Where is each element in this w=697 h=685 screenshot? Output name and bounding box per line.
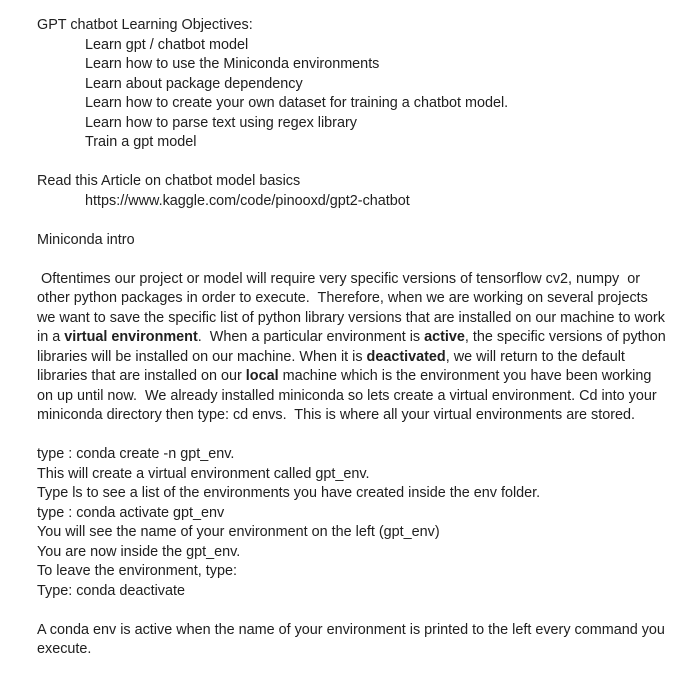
- spacer: [37, 426, 667, 446]
- spacer: [37, 601, 667, 621]
- instruction-line: You will see the name of your environment on the left (gpt_env): [37, 524, 440, 540]
- paragraph-text: , we will return to the default libraries that are installed on our: [37, 348, 629, 384]
- closing-paragraph: A conda env is active when the name of your environment is printed to the left every command you execute.: [37, 621, 665, 657]
- instruction-line: type : conda create -n gpt_env.: [37, 446, 235, 462]
- article-intro: Read this Article on chatbot model basics: [37, 173, 301, 189]
- objective-item: Learn how to parse text using regex library: [85, 114, 357, 131]
- spacer: [37, 250, 667, 270]
- objectives-heading: GPT chatbot Learning Objectives:: [37, 17, 253, 33]
- paragraph-text: . When a particular environment is: [197, 329, 425, 345]
- term-active: active: [424, 329, 465, 345]
- term-local: local: [245, 368, 279, 384]
- instruction-line: Type: conda deactivate: [37, 582, 186, 599]
- article-link[interactable]: https://www.kaggle.com/code/pinooxd/gpt2-chatbot: [85, 192, 410, 209]
- objective-item: Train a gpt model: [85, 134, 197, 150]
- section-title: Miniconda intro: [37, 231, 135, 248]
- instruction-line: You are now inside the gpt_env.: [37, 543, 241, 560]
- spacer: [37, 211, 667, 231]
- instruction-line: type : conda activate gpt_env: [37, 504, 225, 521]
- instruction-line: This will create a virtual environment called gpt_env.: [37, 465, 370, 482]
- term-virtual-environment: virtual environment: [64, 329, 198, 345]
- paragraph-text: machine which is the environment you have been working on up until now. We already installed miniconda so lets create a virtual environment. Cd into your miniconda directory then type: cd envs. This is where all your virtual environments are stored.: [37, 368, 661, 423]
- instruction-line: Type ls to see a list of the environments you have created inside the env folder.: [37, 485, 541, 501]
- paragraph-text: , the specific versions of python libraries will be installed on our machine. When it is: [37, 329, 670, 365]
- miniconda-paragraph: [37, 270, 670, 426]
- objective-item: Learn how to use the Miniconda environments: [85, 56, 380, 72]
- instruction-line: To leave the environment, type:: [37, 563, 237, 579]
- objective-item: Learn about package dependency: [85, 75, 303, 92]
- spacer: [37, 153, 667, 173]
- paragraph-text: Oftentimes our project or model will require very specific versions of tensorflow cv2, numpy or other python packages in order to execute. Therefore, when we are working on several projects we want to save the specific list of python library versions that are installed on our machine to work in a: [37, 270, 669, 345]
- objective-item: Learn how to create your own dataset for training a chatbot model.: [85, 95, 509, 111]
- term-deactivated: deactivated: [366, 348, 446, 365]
- objective-item: Learn gpt / chatbot model: [85, 36, 249, 53]
